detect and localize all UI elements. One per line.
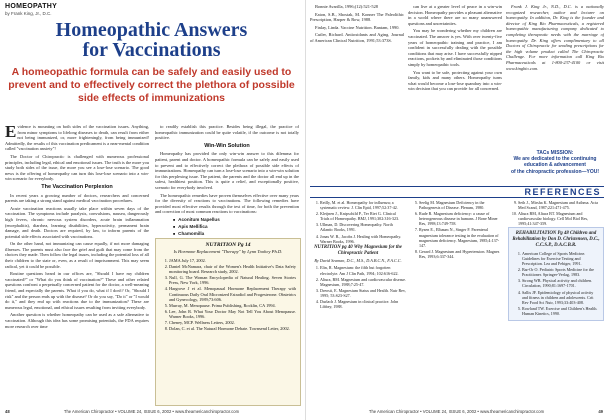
reference-item: 8. Dolan, C. et al. The Natural Hormone Debate. Townsend Letter, 2002. [169,326,296,331]
reference-item: 3. Null, G. The Woman Encyclopedia of Natural Healing. Seven Stories Press, New York, 1996. [169,275,296,286]
reference-item: 4. Hargrove J et al. Menopausal Hormone Replacement Therapy with Continuous Daily Oral Micronized Estradiol and Progesterone. Obstetrics and Gynecology, 1989;73:606. [169,286,296,302]
reference-item: 7. Cheney, MCP. Wellness Letters, 2002. [169,320,296,325]
reference-item: 2. Daniel McNamara, chair of the Women's Health Initiative's Data Safety monitoring board. Research study, 2002. [169,264,296,275]
article-title-line1: Homeopathic Answers [55,19,248,41]
nutrition-references-sidebar [155,238,301,406]
reference-list [409,200,505,259]
references-header [310,186,604,198]
article-subtitle: A homeopathic formula can be safely and easily used to prevent and to effectively correct the plethora of possible side effects of immunizations [8,66,295,104]
paragraph: Frank J. King Jr., N.D., D.C. is a nationally recognized researcher, author and lecturer on homeopathy. In addition, Dr. King is the founder and director of King Bio Pharmaceuticals, a registered homeopathic manufacturing company dedicated to completing therapeutic needs with the marriage of homeopathy. Dr. King offers complimentary to all Doctors of Chiropractic for sending prescriptions for the high volume product called The Chiropractic Challenge. For more information call King Bio Pharmaceuticals at 1-800-237-4100 or visit www.kingbio.com. [506,4,604,71]
right-footer [310,409,603,414]
reference-item: 3. Strong WB. Physical activity and children. Circulation, 1990;81:1697-1701. [522,278,600,288]
drop-cap: E [5,124,17,141]
reference-item: 3. Ullman, D. Discovering Homeopathy. North Atlantic Books, 1991. [320,222,406,232]
paragraph: to readily establish this practice. Besides being illegal, the practice of homeopathic immunization could be quite volatile, if the outcome is not totally positive. [155,124,299,141]
reference-list [512,251,600,316]
reference-item: 2. Altura, BM. Magnesium and cardiovascular disease. Magnesium, 1988;7:25-47. [320,277,406,287]
section-heading: Win-Win Solution [204,142,250,149]
paragraph: Routine questions heard in our offices are, "Should I have my children vaccinated?" or "What do you think of vaccination?" These and other related questions confront a perpetually concerned patient for the doctor, a well-meaning friend, and especially the parents. What if you do, what if I don't? Or, "Should I risk" and the person ends up with the disease? Or do you say, "Do it" or "I would do it," and they end up with reactions due to the immunization? These are numerous legal, emotional, and ethical issues resulting from inviting everybody. [5,271,149,310]
reference-item: 6. Rude R. Magnesium deficiency: a cause of heterogeneous disease in humans. J Bone Miner Res, 1998;13:749-758. [419,211,505,226]
reference-item: 5. Rowland TW. Exercise and Children's Health. Human Kinetics, 1990. [522,306,600,316]
reference-item: 1. JAMA July 17, 2002. [169,258,296,263]
references-column-3 [508,200,604,405]
right-column-1 [310,4,404,144]
remedy-list [173,217,299,236]
reference-item: 4. Jonas W. B., Jacobs J. Healing with Homeopathy. Warner Books, 1996. [320,234,406,244]
reference-list [310,265,406,309]
reference-item: 6. Lee, John R. What Your Doctor May Not Tell You About Menopause. Warner Books, 1996. [169,309,296,320]
reference-item: 5. Seelig M. Magnesium Deficiency in the Pathogenesis of Disease. Plenum, 1980. [419,200,505,210]
department-label: HOMEOPATHY [5,3,58,10]
reference-item: 7. Ryzen E., Elbaum N., Singer F. Parenteral magnesium tolerance testing in the evaluation of magnesium deficiency. Magnesium, 1985;4:137-147. [419,227,505,247]
paragraph: Homeopathy has provided the only win-win answer to this dilemma for patient, parent and doctor. A homeopathic formula can be safely and easily used to prevent and to effectively correct the plethora of possible side effects of immunizations. Homeopathy can turn a lose-lose scenario into a win-win solution for this perplexing issue. The patient, the parents and the doctor all end up in the safest, healthiest position. This is quite a relief, and exceptionally positive, scenario for everybody involved. [155,151,299,190]
tacs-mission-notice [506,150,604,175]
sidebar-subtitle: Is Hormone Replacement "Therapy" by Lynn Toohey Ph.D. [173,249,283,255]
reference-item: 8. Gerard J. Magnesium and Hypertension. Magnes Res, 1993;6:337-344. [419,249,505,259]
reference-list [310,200,406,244]
reference-item: 1. Reilly, M. et al. Homeopathy for influenza; a systematic review. J. Clin Epid, 1997;52:37-42. [320,200,406,210]
paragraph: In recent years a growing number of doctors, researchers and concerned parents are taking a strong stand against medical vaccination procedures. [5,192,149,204]
paragraph: Eaton, S.B., Shostak, M. Konner The Paleolithic Prescription, Harper & Row, 1988. [310,11,404,23]
article-title-line2: for Vaccinations [82,39,221,61]
byline: by Frank King, Jr., D.C. [5,11,52,16]
author-bio [506,4,604,144]
paragraph: You may be wondering whether my children are vaccinated. The answer is yes. With over twenty-five years of homeopathic training and practice, I am confident in successfully dealing with the possible conditions that may arise. I have successfully nipped reactions, pockets by and eliminated those conditions simply by homeopathic tools. [408,28,502,67]
paragraph: The Doctor of Chiropractic is challenged with numerous professional principles, including legal, ethical and emotional issues. The truth is the more you study both sides of the issue, the more you see a lose-lose scenario. The good news is the offering of homeopathy can turn this lose-lose scenario into a win-win scenario for everybody. [5,153,149,182]
reference-item: 1. Elin, R. Magnesium: the fifth but forgotten electrolyte. Am J Clin Path, 1994; 102:616-622. [320,265,406,275]
right-column-2 [408,4,502,144]
reference-item: 4. Durlach J. Magnesium in clinical practice. John Libbey, 1988. [320,299,406,309]
reference-item: 5. Murray, M. Menopause. Prima Publishing, Rocklin, CA 1994. [169,303,296,308]
paragraph: You want to be safe, protecting against your own family, kids and many others. Homeopathy turns what would become a lose-lose quandary into a win-win decision that you can provide for all concerned. [408,69,502,92]
paragraph: Cutler, Richard. Antioxidants and Aging. Journal of American Clinical Nutrition, 1991;53:373S. [310,32,404,43]
remedy-item: ■ Apis Mellifica [173,224,299,231]
rehabilitation-reference-box [508,227,604,321]
references-title: REFERENCES [524,187,601,197]
magazine-footer-text: The American Chiropractor • VOLUME 24, ISSUE 6, 2002 • www.theamericanchiropractor.com [63,409,240,414]
tacs-line: of the chiropractic profession—YOU! [510,168,600,175]
tacs-line: We are dedicated to the continuing education & advancement [513,156,597,169]
section-heading: The Vaccination Perplexion [41,183,113,190]
references-column-1 [310,200,406,405]
paragraph: vidence is mounting on both sides of the vaccination issues. Anything, from minor symptoms to lifelong diseases to death, can result from either not being immunized, or, more frighteningly, from being immunized! Admittedly, the results of this vaccination predicament is a near-mental condition called "vaccination anxiety"! [5,124,149,152]
references-column-2 [409,200,505,405]
reference-item: 9. Seth J., Mirsha K. Magnesium and Asthma. Acta Med Scand, 1987;221:471-475. [518,200,604,210]
paragraph: Another question is whether homeopathy can be used as a safe alternative to vaccination. Although this idea has some promising potentials, the FDA requires more research over time [5,312,149,329]
nutrition-box-title: NUTRITION pg 40 Why Magnesium for the Chiropractic Patient [314,244,402,256]
article-column-1 [5,124,149,404]
page-number: 49 [598,409,603,414]
reference-item: 2. Bar-Or O. Pediatric Sports Medicine for the Practitioner. Springer-Verlag, 1983. [522,267,600,277]
sidebar-title: NUTRITION Pg 14 [205,242,251,248]
tacs-heading: TACs MISSION: [536,150,574,156]
reference-item: 3. Dreosti, E. Magnesium Status and Health. Nutr Rev, 1995; 53:S23-S27. [320,288,406,298]
paragraph: Acute vaccination reactions usually take place within seven days of the vaccination. The symptoms include paralysis, convulsions, nausea, dangerously high fevers, chronic nervous system disorders, acute brain inflammation (encephalitis), diarrhea, learning disabilities, hyperactivity, permanent brain damage, and death. Doctors are required, by law, to inform parents of the potential side effects associated with vaccinations. [5,205,149,239]
article-column-2 [155,124,299,236]
paragraph: On the other hand, not immunizing can cause equally, if not more damaging illnesses. The parents must also face the grief and guilt that may come from the choices they made. Then follow the legal issues, including the potential loss of all their children to the state or, even, as a result of imprisonment. This may seem radical, yet it could be possible. [5,241,149,269]
left-page [0,0,303,420]
left-footer [5,409,298,414]
reference-item: 4. Sallis JF. Epidemiology of physical activity and fitness in children and adolescents. Crit Rev Food Sci Nutr, 1993;33:403-408. [522,290,600,305]
paragraph: Bonnie Avarilla, 1996;(12):521-528 [315,4,378,9]
nutrition-box-author: By David Seaman, D.C., M.S., D.A.B.C.N., F.A.C.C. [314,258,402,264]
remedy-item: ■ Aconitum Napellus [173,217,299,224]
rehabilitation-box-title: REHABILITATION Pg 48 Children and Rehabilitation by Don D. Christensen, D.C., C.C.S.P., D.A.C.B.R. [512,231,600,249]
magazine-footer-text: The American Chiropractor • VOLUME 24, ISSUE 6, 2002 • www.theamericanchiropractor.com [368,409,545,414]
page-number: 48 [5,409,10,414]
reference-item: 10. Altura BM, Altura BT. Magnesium and cardiovascular biology. Cell Mol Biol Res, 1995;41:347-359. [518,211,604,226]
paragraph: Finlay, Linda. Vaccine Nutrition. Bantam, 1990. [315,24,400,30]
paragraph: can live at a greater level of peace in a win-win decision. Homeopathy provides a pleasant alternative in a world where there are so many unanswered questions and uncertainties. [408,4,502,26]
reference-item: 2. Kleijnen J., Knipschild P., Ter Riet G. Clinical Trials of Homeopathy. BMJ, 1991;302:316-323. [320,211,406,221]
sidebar-reference-list [160,258,296,332]
reference-item: 1. American College of Sports Medicine. Guidelines for Exercise Testing and Prescription. Lea and Febiger, 1991. [522,251,600,266]
remedy-item: ■ Chamomilla [173,231,299,237]
reference-list [508,200,604,226]
paragraph: The homeopathic remedies have proven themselves effective over many years for the diversity of reactions to vaccinations. The following remedies have provided most effective results through the test of time, for both the prevention and correction of most common reactions to vaccinations: [155,192,299,215]
